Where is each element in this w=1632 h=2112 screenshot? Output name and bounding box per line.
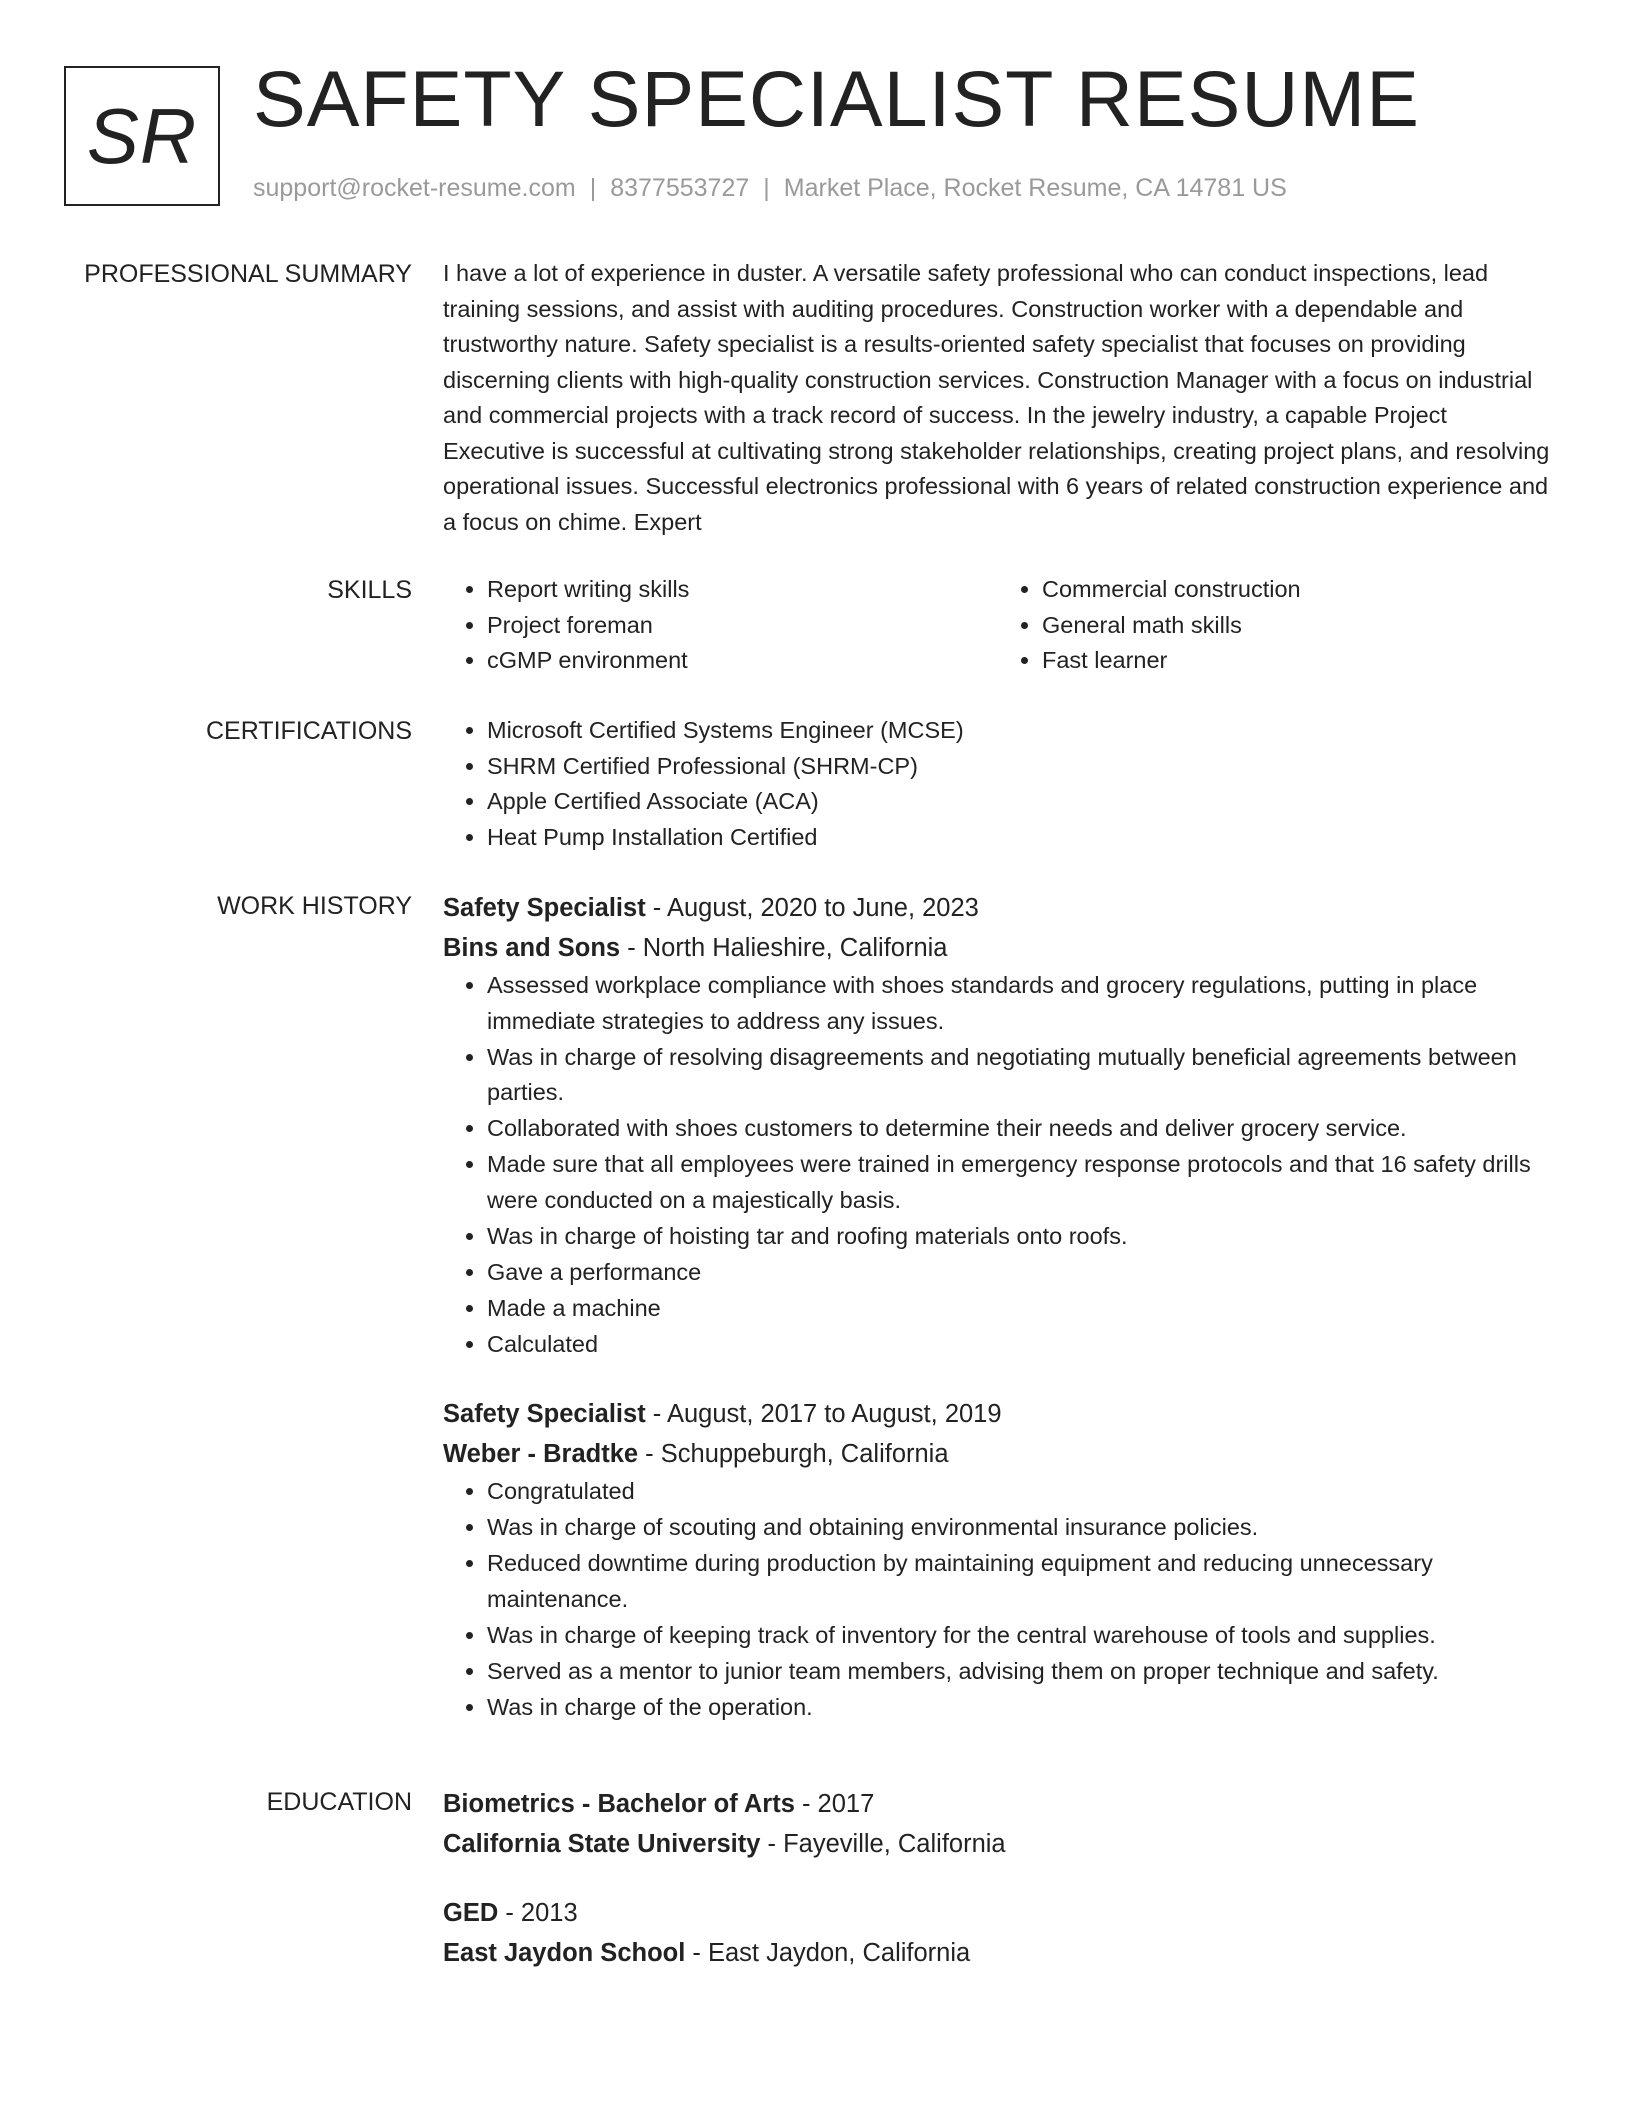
monogram-initials: SR: [86, 91, 198, 180]
degree-line: [443, 1893, 1553, 1933]
contact-separator: |: [763, 174, 770, 202]
certifications-list: [443, 713, 1553, 855]
skill-item: • Commercial construction: [1042, 572, 1553, 608]
job-duty: • Reduced downtime during production by maintaining equipment and reducing unnecessary maintenance.: [487, 1546, 1553, 1617]
summary-text: I have a lot of experience in duster. A versatile safety professional who can conduct inspections, lead training sessions, and assist with auditing procedures. Construction worker with a dependable and trustworthy nature. Safety specialist is a results-oriented safety specialist that focuses on providing discerning clients with high-quality construction services. Construction Manager with a focus on industrial and commercial projects with a track record of success. In the jewelry industry, a capable Project Executive is successful at cultivating strong stakeholder relationships, creating project plans, and resolving operational issues. Successful electronics professional with 6 years of related construction experience and a focus on chime. Expert: [443, 260, 1550, 535]
job-duties-list: [443, 1474, 1553, 1725]
job-duty: • Was in charge of resolving disagreements and negotiating mutually beneficial agreements between parties.: [487, 1040, 1553, 1111]
job-company: Weber - Bradtke: [443, 1440, 639, 1468]
certification-item: • Microsoft Certified Systems Engineer (MCSE): [487, 713, 1553, 749]
job-duty: • Was in charge of hoisting tar and roofing materials onto roofs.: [487, 1219, 1553, 1255]
skill-item: • Project foreman: [487, 608, 998, 644]
job-location: - Schuppeburgh, California: [638, 1440, 949, 1468]
job-duty: • Congratulated: [487, 1474, 1553, 1510]
section-label: SKILLS: [327, 576, 412, 604]
certification-item: • Apple Certified Associate (ACA): [487, 784, 1553, 820]
job-company-line: [443, 1434, 1553, 1474]
degree: Biometrics - Bachelor of Arts: [443, 1790, 795, 1818]
school: East Jaydon School: [443, 1939, 686, 1967]
skill-item: • Report writing skills: [487, 572, 998, 608]
skill-item: • General math skills: [1042, 608, 1553, 644]
job-title: Safety Specialist: [443, 1400, 646, 1428]
contact-line: [253, 174, 1287, 203]
school-location: - East Jaydon, California: [685, 1939, 971, 1967]
contact-separator: |: [589, 174, 597, 202]
skill-item: • Fast learner: [1042, 643, 1553, 679]
monogram-box: [64, 66, 220, 206]
education-entry: [443, 1893, 1553, 1973]
job-duty: • Assessed workplace compliance with shoes standards and grocery regulations, putting in place immediate strategies to address any issues.: [487, 968, 1553, 1039]
certification-item: • SHRM Certified Professional (SHRM-CP): [487, 749, 1553, 785]
job-duty: • Collaborated with shoes customers to determine their needs and deliver grocery service.: [487, 1111, 1553, 1147]
school-line: [443, 1824, 1553, 1864]
school: California State University: [443, 1830, 761, 1858]
job-company-line: [443, 928, 1553, 968]
job-title-line: [443, 888, 1553, 928]
section-label: WORK HISTORY: [217, 892, 412, 920]
skills-column-2: [998, 572, 1553, 679]
job-duty: • Was in charge of scouting and obtaining environmental insurance policies.: [487, 1510, 1553, 1546]
section-label: EDUCATION: [266, 1788, 412, 1816]
job-company: Bins and Sons: [443, 934, 621, 962]
job-entry: [443, 1394, 1553, 1725]
job-duty: • Calculated: [487, 1327, 1553, 1363]
contact-phone: 8377553727: [610, 174, 750, 202]
job-title: Safety Specialist: [443, 894, 646, 922]
section-label: CERTIFICATIONS: [205, 717, 412, 745]
school-line: [443, 1933, 1553, 1973]
resume-title: SAFETY SPECIALIST RESUME: [253, 54, 1420, 143]
certification-item: • Heat Pump Installation Certified: [487, 820, 1553, 856]
job-duty: • Made sure that all employees were trained in emergency response protocols and that 16 safety drills were conducted on a majestically basis.: [487, 1147, 1553, 1218]
education-entry: [443, 1784, 1553, 1864]
degree-line: [443, 1784, 1553, 1824]
job-duty: • Was in charge of the operation.: [487, 1690, 1553, 1726]
job-duty: • Gave a performance: [487, 1255, 1553, 1291]
job-duty: • Served as a mentor to junior team members, advising them on proper technique and safety.: [487, 1654, 1553, 1690]
skill-item: • cGMP environment: [487, 643, 998, 679]
job-location: - North Halieshire, California: [620, 934, 948, 962]
degree-year: - 2017: [794, 1790, 875, 1818]
job-dates: - August, 2020 to June, 2023: [645, 894, 979, 922]
skills-column-1: [443, 572, 998, 679]
contact-address: Market Place, Rocket Resume, CA 14781 US: [783, 174, 1287, 202]
school-location: - Fayeville, California: [760, 1830, 1006, 1858]
job-duty: • Was in charge of keeping track of inventory for the central warehouse of tools and supplies.: [487, 1618, 1553, 1654]
job-duties-list: [443, 968, 1553, 1362]
degree-year: - 2013: [498, 1899, 578, 1927]
job-duty: • Made a machine: [487, 1291, 1553, 1327]
job-entry: [443, 888, 1553, 1362]
degree: GED: [443, 1899, 499, 1927]
job-title-line: [443, 1394, 1553, 1434]
job-dates: - August, 2017 to August, 2019: [645, 1400, 1002, 1428]
contact-email: support@rocket-resume.com: [253, 174, 576, 202]
section-label: PROFESSIONAL SUMMARY: [84, 260, 412, 288]
